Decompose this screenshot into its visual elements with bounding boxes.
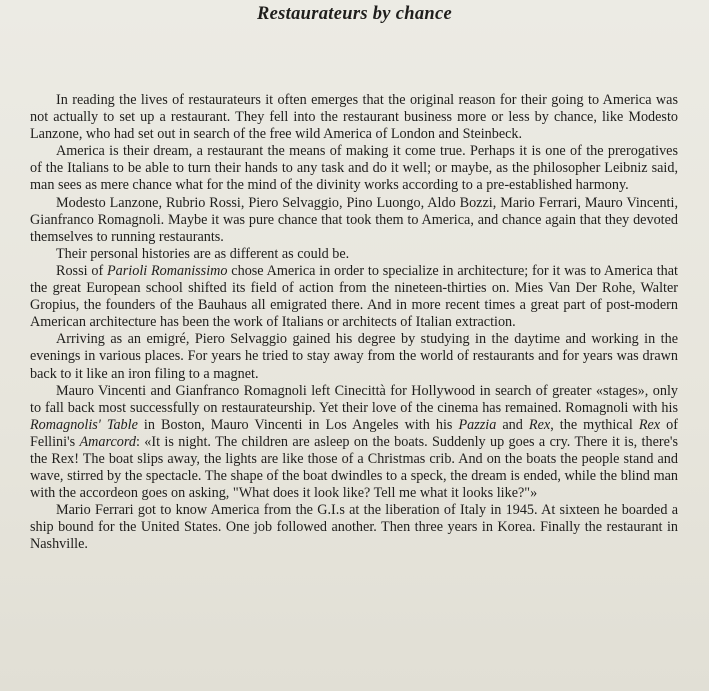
paragraph-3: Modesto Lanzone, Rubrio Rossi, Piero Selvaggio, Pino Luongo, Aldo Bozzi, Mario Ferrari, Mauro Vincenti, Gianfranco Romagnoli. Maybe it was pure chance that took them to America, and chance again that they devoted themselves to running restaurants. bbox=[30, 194, 678, 245]
restaurant-name-parioli: Parioli Romanissimo bbox=[107, 262, 228, 279]
paragraph-7-text-5: of Fellini's bbox=[30, 416, 678, 450]
paragraph-7-text-4: , the mythical bbox=[550, 416, 639, 433]
paragraph-5 bbox=[30, 263, 678, 331]
paragraph-4: Their personal histories are as different as could be. bbox=[56, 245, 350, 262]
page-title: Restaurateurs by chance bbox=[257, 4, 452, 24]
paragraph-6: Arriving as an emigré, Piero Selvaggio gained his degree by studying in the daytime and working in the evenings in various places. For years he tried to stay away from the world of restaurants and for years was drawn back to it like an iron filing to a magnet. bbox=[30, 331, 678, 382]
paragraph-7-text-1: Mauro Vincenti and Gianfranco Romagnoli left Cinecittà for Hollywood in search of greater «stages», only to fall back most successfully on restaurateurship. Yet their love of the cinema has remained. Romagnoli with his bbox=[30, 382, 678, 416]
paragraph-1: In reading the lives of restaurateurs it often emerges that the original reason for their going to America was not actually to set up a restaurant. They fell into the restaurant business more or less by chance, like Modesto Lanzone, who had set out in search of the free wild America of London and Steinbeck. bbox=[30, 92, 678, 143]
paragraph-2: America is their dream, a restaurant the means of making it come true. Perhaps it is one of the prerogatives of the Italians to be able to turn their hands to any task and do it well; or maybe, as the philosopher Leibniz said, man sees as mere chance what for the mind of the divinity works according to a pre-established harmony. bbox=[30, 143, 678, 194]
paragraph-7-text-2: in Boston, Mauro Vincenti in Los Angeles with his bbox=[137, 416, 459, 433]
restaurant-name-pazzia: Pazzia bbox=[458, 416, 497, 433]
article-body bbox=[30, 92, 678, 554]
paragraph-5-text-b: chose America in order to specialize in architecture; for it was to America that the great European school shifted its field of action from the nineteen-thirties on. Mies Van Der Rohe, Walter Gropius, the founders of the Bauhaus all emigrated there. And in more recent times a great part of post-modern American architecture has been the work of Italians or architects of Italian extraction. bbox=[30, 262, 678, 331]
paragraph-7-text-3: and bbox=[496, 416, 529, 433]
film-title-amarcord: Amarcord bbox=[79, 433, 136, 450]
paragraph-7 bbox=[30, 383, 678, 503]
restaurant-name-rex: Rex bbox=[528, 416, 551, 433]
paragraph-7-text-6: : «It is night. The children are asleep on the boats. Suddenly up goes a cry. There it is, there's the Rex! The boat slips away, the lights are like those of a Christmas crib. And on the boats the people stand and wave, stirred by the spectacle. The shape of the boat dwindles to a speck, the dream is ended, while the blind man with the accordeon goes on asking, "What does it look like? Tell me what it looks like?"» bbox=[30, 433, 678, 502]
restaurant-name-romagnolis-table: Romagnolis' Table bbox=[30, 416, 138, 433]
paragraph-5-text-a: Rossi of bbox=[56, 262, 107, 279]
paragraph-8: Mario Ferrari got to know America from the G.I.s at the liberation of Italy in 1945. At sixteen he boarded a ship bound for the United States. One job followed another. Then three years in Korea. Finally the restaurant in Nashville. bbox=[30, 502, 678, 553]
ship-name-rex: Rex bbox=[638, 416, 661, 433]
